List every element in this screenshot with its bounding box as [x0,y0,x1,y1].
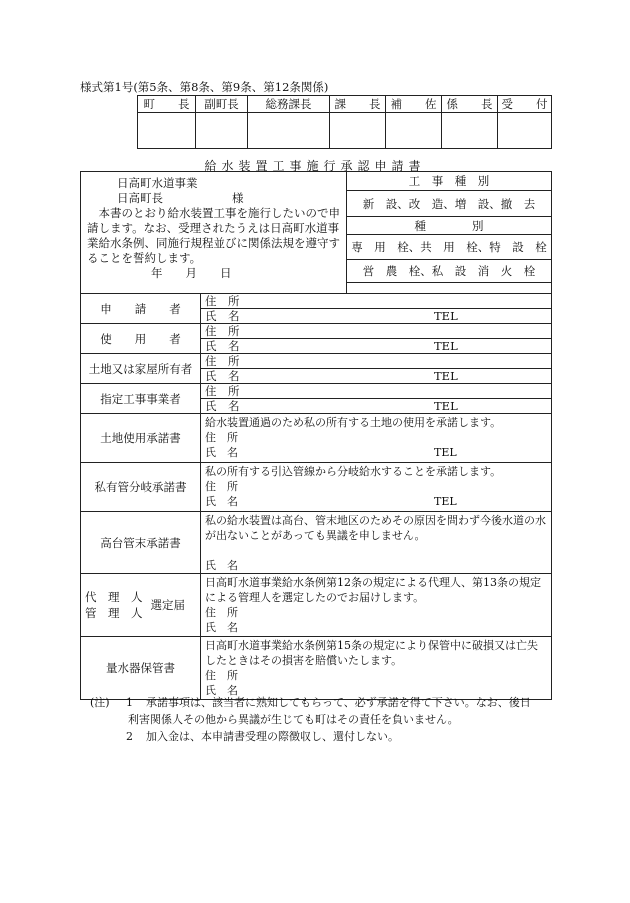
water-utility-name: 日高町水道事業 [117,176,198,190]
highland-pipe-end-consent-box[interactable] [201,512,552,574]
contractor-name-field[interactable] [201,399,552,414]
stamp-header-mayor: 町 長 [138,96,196,113]
form-number: 様式第1号(第5条、第8条、第9条、第12条関係) [80,80,329,94]
notes-prefix: (注) [90,696,110,709]
applicant-name-field[interactable] [201,309,552,324]
manager-label: 管 理 人 [85,606,143,620]
land-use-consent-text: 給水装置通過のため私の所有する土地の使用を承諾します。 [205,416,502,429]
stamp-box-subsection-chief[interactable] [442,113,498,149]
note-1-text-b: 利害関係人その他から異議が生じても町はその責任を負いません。 [128,713,459,726]
private-pipe-branch-consent-text: 私の所有する引込管線から分岐給水することを承諾します。 [205,465,502,478]
approval-stamp-table [137,95,552,149]
user-name-field[interactable] [201,339,552,354]
name-label: 氏 名 [205,684,238,697]
statement-text: 本書のとおり給水装置工事を施行したいので申請します。なお、受理されたうえは日高町水道事業給水条例、同施行規程並びに関係法規を遵守することを誓約します。 [87,206,340,265]
water-meter-custody-box[interactable] [201,637,552,700]
application-date[interactable]: 年 月 日 [151,266,232,280]
applicant-address-field[interactable] [201,294,552,309]
note-2-number: 2 [126,730,133,743]
stamp-header-section-chief: 課 長 [330,96,386,113]
name-label: 氏 名 [205,399,240,413]
water-meter-custody-label: 量水器保管書 [81,637,201,700]
stamp-header-reception: 受 付 [498,96,552,113]
highland-pipe-end-consent-label: 高台管末承諾書 [81,512,201,574]
name-label: 氏 名 [205,446,238,459]
tap-type-label: 種 別 [347,217,552,235]
stamp-box-section-chief[interactable] [330,113,386,149]
address-label: 住 所 [205,606,238,619]
note-2-text: 加入金は、本申請書受理の際徴収し、還付しない。 [146,730,399,743]
address-label: 住 所 [205,384,240,398]
tel-label: TEL [434,369,458,383]
address-label: 住 所 [205,324,240,338]
contractor-address-field[interactable] [201,384,552,399]
stamp-header-deputy-mayor: 副町長 [196,96,248,113]
agent-manager-notice-box[interactable] [201,574,552,637]
name-label: 氏 名 [205,559,238,572]
stamp-header-assistant: 補 佐 [386,96,442,113]
name-label: 氏 名 [205,621,238,634]
stamp-box-assistant[interactable] [386,113,442,149]
tel-label: TEL [434,495,457,508]
highland-pipe-end-consent-text: 私の給水装置は高台、管末地区のためその原因を問わず今後水道の水が出ないことがあっても異議を申しません。 [205,514,546,542]
address-label: 住 所 [205,354,240,368]
stamp-box-deputy-mayor[interactable] [196,113,248,149]
stamp-box-general-affairs-chief[interactable] [248,113,330,149]
private-pipe-branch-consent-label: 私有管分岐承諾書 [81,463,201,512]
water-meter-custody-text: 日高町水道事業給水条例第15条の規定により保管中に破損又は亡失したときはその損害を賠償いたします。 [205,639,538,667]
selection-notice-label: 選定届 [150,598,185,612]
land-use-consent-label: 土地使用承諾書 [81,414,201,463]
stamp-box-mayor[interactable] [138,113,196,149]
address-label: 住 所 [205,669,238,682]
tel-label: TEL [434,399,458,413]
owner-label: 土地又は家屋所有者 [81,354,201,384]
name-label: 氏 名 [205,339,240,353]
notes-section [90,694,531,745]
note-1-number: 1 [126,696,133,709]
application-table [80,171,552,700]
tap-type-blank [347,283,552,294]
user-label: 使 用 者 [81,324,201,354]
user-address-field[interactable] [201,324,552,339]
address-label: 住 所 [205,480,238,493]
owner-address-field[interactable] [201,354,552,369]
work-type-options[interactable]: 新 設、改 造、増 設、撤 去 [347,191,552,217]
agent-manager-notice-label [81,574,201,637]
tel-label: TEL [434,339,458,353]
tap-type-options-1[interactable]: 専 用 栓、共 用 栓、特 設 栓 [347,235,552,260]
name-label: 氏 名 [205,309,240,323]
name-label: 氏 名 [205,495,238,508]
addressee-mayor: 日高町長 様 [117,191,244,205]
note-1-text-a: 承諾事項は、該当者に熟知してもらって、必ず承諾を得て下さい。なお、後日 [146,696,531,709]
stamp-box-reception[interactable] [498,113,552,149]
agent-label: 代 理 人 [85,590,143,604]
private-pipe-branch-consent-box[interactable] [201,463,552,512]
contractor-label: 指定工事事業者 [81,384,201,414]
agent-manager-notice-text: 日高町水道事業給水条例第12条の規定による代理人、第13条の規定による管理人を選定したのでお届けします。 [205,576,541,604]
tap-type-options-2[interactable]: 営 農 栓、私 設 消 火 栓 [347,260,552,283]
address-label: 住 所 [205,431,238,444]
stamp-header-subsection-chief: 係 長 [442,96,498,113]
work-type-label: 工 事 種 別 [347,172,552,191]
tel-label: TEL [434,446,457,459]
owner-name-field[interactable] [201,369,552,384]
applicant-statement-box [81,172,347,294]
applicant-label: 申 請 者 [81,294,201,324]
form-title: 給水装置工事施行承認申請書 [204,159,426,173]
land-use-consent-box[interactable] [201,414,552,463]
name-label: 氏 名 [205,369,240,383]
tel-label: TEL [434,309,458,323]
address-label: 住 所 [205,294,240,308]
stamp-header-general-affairs-chief: 総務課長 [248,96,330,113]
